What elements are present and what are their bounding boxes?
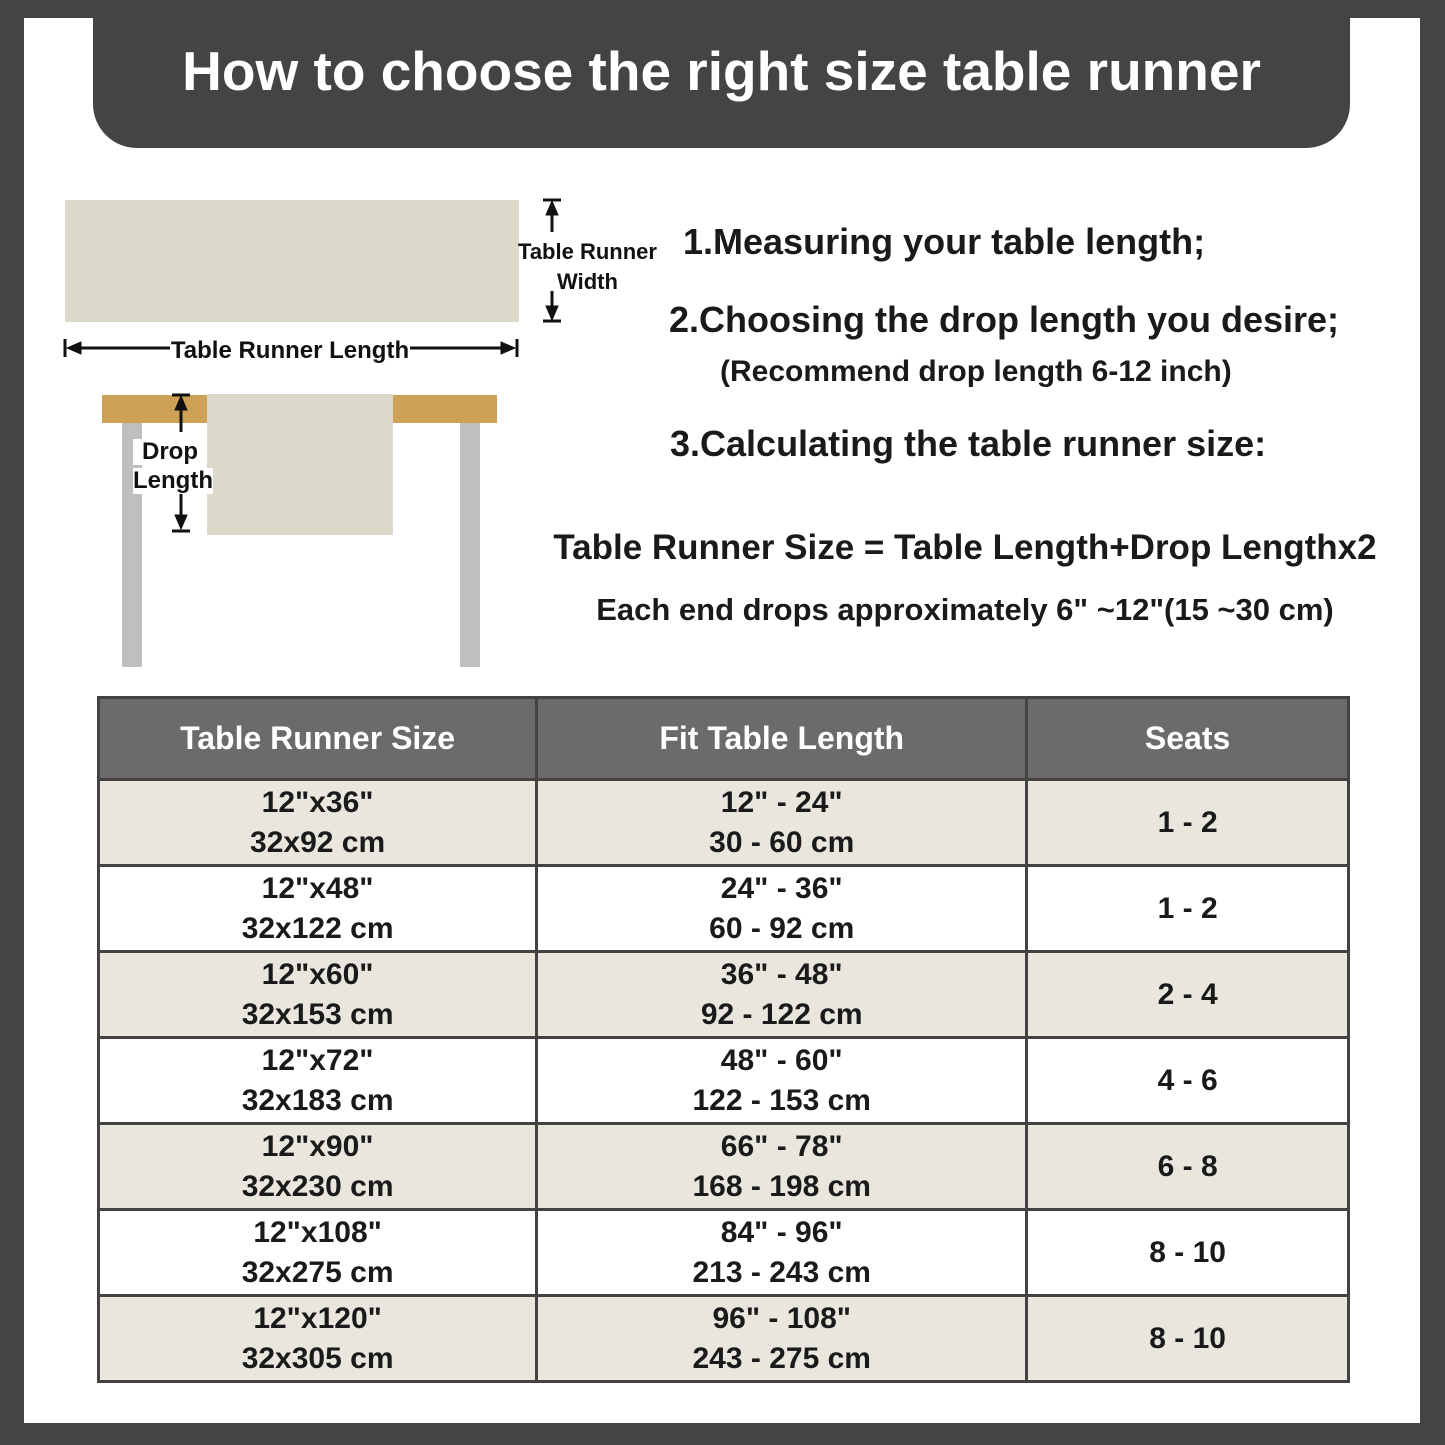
table-row [100,1122,1347,1208]
cell-fit-length [535,1297,1025,1380]
instruction-step-3: 3.Calculating the table runner size: [670,423,1267,464]
table-row [100,864,1347,950]
cell-line: 32x122 cm [241,911,394,945]
cell-line: 32x275 cm [241,1255,394,1289]
table-row [100,778,1347,864]
cell-runner-size [100,1039,535,1122]
cell-seats [1025,1297,1347,1380]
runner-length-label: Table Runner Length [170,337,410,364]
header-seats: Seats [1025,699,1347,778]
cell-line: 8 - 10 [1149,1235,1226,1269]
sizing-table-header [100,699,1347,778]
cell-line: 12"x108" [253,1215,382,1249]
cell-fit-length [535,1125,1025,1208]
cell-seats [1025,867,1347,950]
cell-seats [1025,1211,1347,1294]
header-runner-size: Table Runner Size [180,720,456,756]
cell-line: 30 - 60 cm [709,825,855,859]
cell-line: 168 - 198 cm [692,1169,871,1203]
runner-width-label-line1: Table Runner [518,239,657,264]
cell-runner-size [100,1125,535,1208]
instruction-step-2-note: (Recommend drop length 6-12 inch) [720,355,1232,388]
cell-line: 32x92 cm [250,825,386,859]
drop-length-label-line1: Drop [133,439,207,465]
sizing-table-body [100,778,1347,1380]
cell-line: 12"x120" [253,1301,382,1335]
page-title: How to choose the right size table runner [182,40,1261,102]
cell-line: 12"x36" [261,785,374,819]
table-row [100,1208,1347,1294]
cell-line: 2 - 4 [1157,977,1218,1011]
cell-line: 84" - 96" [720,1215,843,1249]
cell-fit-length [535,781,1025,864]
cell-seats [1025,1125,1347,1208]
cell-fit-length [535,953,1025,1036]
table-row [100,1036,1347,1122]
cell-runner-size [100,867,535,950]
cell-line: 36" - 48" [720,957,843,991]
cell-line: 60 - 92 cm [709,911,855,945]
cell-line: 12"x60" [261,957,374,991]
runner-size-formula: Table Runner Size = Table Length+Drop Lengthx2 [553,528,1377,567]
cell-line: 12"x90" [261,1129,374,1163]
table-row [100,1294,1347,1380]
cell-runner-size [100,1297,535,1380]
cell-fit-length [535,1211,1025,1294]
cell-line: 24" - 36" [720,871,843,905]
cell-seats [1025,1039,1347,1122]
cell-line: 122 - 153 cm [692,1083,871,1117]
cell-line: 66" - 78" [720,1129,843,1163]
cell-line: 4 - 6 [1157,1063,1218,1097]
drop-length-note: Each end drops approximately 6" ~12"(15 ~30 cm) [596,592,1334,627]
cell-line: 1 - 2 [1157,805,1218,839]
sizing-table [97,696,1350,1383]
cell-runner-size [100,953,535,1036]
instruction-step-1: 1.Measuring your table length; [683,221,1206,262]
title-banner [93,0,1350,148]
cell-line: 12"x72" [261,1043,374,1077]
cell-seats [1025,953,1347,1036]
instruction-step-2: 2.Choosing the drop length you desire; [669,299,1340,340]
cell-line: 12"x48" [261,871,374,905]
cell-fit-length [535,867,1025,950]
cell-line: 243 - 275 cm [692,1341,871,1375]
cell-line: 48" - 60" [720,1043,843,1077]
cell-fit-length [535,1039,1025,1122]
drop-length-label-line2: Length [133,467,213,494]
table-row [100,950,1347,1036]
cell-line: 32x305 cm [241,1341,394,1375]
cell-line: 8 - 10 [1149,1321,1226,1355]
cell-seats [1025,781,1347,864]
cell-runner-size [100,781,535,864]
cell-line: 32x153 cm [241,997,394,1031]
cell-line: 12" - 24" [720,785,843,819]
cell-line: 32x230 cm [241,1169,394,1203]
cell-runner-size [100,1211,535,1294]
cell-line: 96" - 108" [712,1301,851,1335]
cell-line: 1 - 2 [1157,891,1218,925]
runner-width-label-line2: Width [557,269,618,294]
cell-line: 32x183 cm [241,1083,394,1117]
header-fit-table-length: Fit Table Length [535,699,1025,778]
cell-line: 6 - 8 [1157,1149,1218,1183]
cell-line: 213 - 243 cm [692,1255,871,1289]
cell-line: 92 - 122 cm [700,997,863,1031]
